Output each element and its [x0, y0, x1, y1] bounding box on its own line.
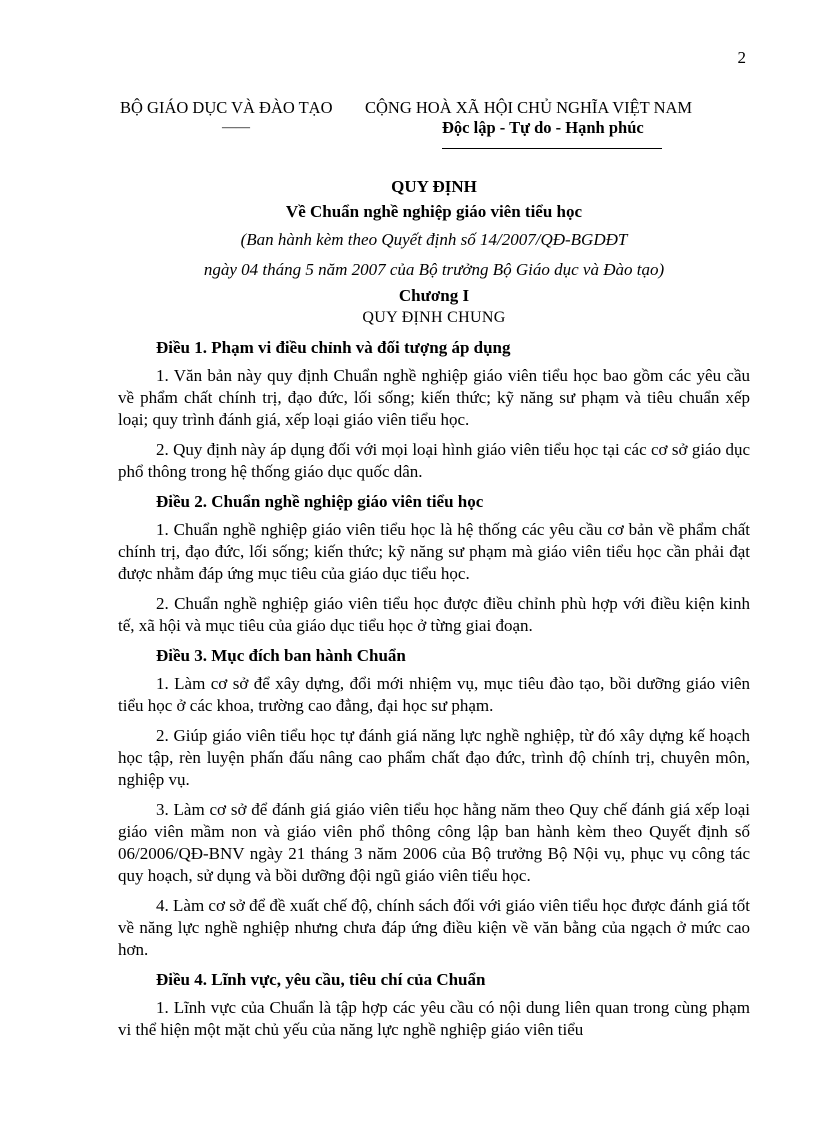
document-title: QUY ĐỊNH — [391, 177, 477, 196]
article-paragraph: 2. Chuẩn nghề nghiệp giáo viên tiểu học được điều chỉnh phù hợp với điều kiện kinh tế, xã hội và mục tiêu của giáo dục tiểu học ở từng giai đoạn. — [118, 594, 750, 635]
article-heading: Điều 2. Chuẩn nghề nghiệp giáo viên tiểu học — [156, 492, 484, 511]
ministry-underline: —— — [222, 120, 250, 135]
issuance-note-line-2: ngày 04 tháng 5 năm 2007 của Bộ trưởng Bộ Giáo dục và Đào tạo) — [203, 260, 665, 279]
article-paragraph: 1. Văn bản này quy định Chuẩn nghề nghiệp giáo viên tiểu học bao gồm các yêu cầu về phẩm chất chính trị, đạo đức, lối sống; kiến thức; kỹ năng sư phạm và tiêu chuẩn xếp loại; quy trình đánh giá, xếp loại giáo viên tiểu học. — [118, 366, 750, 429]
article-paragraph: 1. Lĩnh vực của Chuẩn là tập hợp các yêu cầu có nội dung liên quan trong cùng phạm vi thể hiện một mặt chủ yếu của năng lực nghề nghiệp giáo viên tiểu — [118, 998, 750, 1039]
document-subtitle: Về Chuẩn nghề nghiệp giáo viên tiểu học — [285, 202, 583, 221]
article-paragraph: 2. Quy định này áp dụng đối với mọi loại hình giáo viên tiểu học tại các cơ sở giáo dục phổ thông trong hệ thống giáo dục quốc dân. — [118, 440, 750, 481]
article-heading: Điều 4. Lĩnh vực, yêu cầu, tiêu chí của Chuẩn — [156, 970, 486, 989]
article-paragraph: 2. Giúp giáo viên tiểu học tự đánh giá năng lực nghề nghiệp, từ đó xây dựng kế hoạch học tập, rèn luyện phấn đấu nâng cao phẩm chất đạo đức, trình độ chính trị, chuyên môn, nghiệp vụ. — [118, 726, 750, 789]
document-header — [120, 98, 780, 148]
article-1 — [118, 337, 750, 483]
article-heading: Điều 3. Mục đích ban hành Chuẩn — [156, 646, 406, 665]
motto-underline — [442, 148, 662, 149]
issuance-note-line-1: (Ban hành kèm theo Quyết định số 14/2007/QĐ-BGDĐT — [240, 230, 628, 249]
article-4 — [118, 969, 750, 1041]
chapter-title: Chương I — [398, 286, 470, 305]
ministry-name: BỘ GIÁO DỤC VÀ ĐÀO TẠO — [120, 98, 333, 117]
article-paragraph: 1. Chuẩn nghề nghiệp giáo viên tiểu học là hệ thống các yêu cầu cơ bản về phẩm chất chính trị, đạo đức, lối sống; kiến thức; kỹ năng sư phạm mà giáo viên tiểu học cần phải đạt được nhằm đáp ứng mục tiêu của giáo dục tiểu học. — [118, 520, 750, 583]
article-paragraph: 1. Làm cơ sở để xây dựng, đổi mới nhiệm vụ, mục tiêu đào tạo, bồi dưỡng giáo viên tiểu học ở các khoa, trường cao đẳng, đại học sư phạm. — [118, 674, 750, 715]
article-paragraph: 3. Làm cơ sở để đánh giá giáo viên tiểu học hằng năm theo Quy chế đánh giá xếp loại giáo viên mầm non và giáo viên phổ thông công lập ban hành kèm theo Quyết định số 06/2006/QĐ-BNV ngày 21 tháng 3 năm 2006 của Bộ trưởng Bộ Nội vụ, phục vụ công tác quy hoạch, sử dụng và bồi dưỡng đội ngũ giáo viên tiểu học. — [118, 800, 750, 885]
republic-name: CỘNG HOÀ XÃ HỘI CHỦ NGHĨA VIỆT NAM — [365, 98, 693, 117]
article-2 — [118, 491, 750, 637]
chapter-name: QUY ĐỊNH CHUNG — [362, 309, 506, 326]
national-motto: Độc lập - Tự do - Hạnh phúc — [442, 118, 644, 137]
article-paragraph: 4. Làm cơ sở để đề xuất chế độ, chính sách đối với giáo viên tiểu học được đánh giá tốt về năng lực nghề nghiệp nhưng chưa đáp ứng điều kiện về văn bằng của ngạch ở mức cao hơn. — [118, 896, 750, 959]
page-number: 2 — [737, 48, 746, 67]
article-heading: Điều 1. Phạm vi điều chỉnh và đối tượng áp dụng — [156, 338, 511, 357]
article-3 — [118, 645, 750, 961]
document-body — [118, 176, 750, 1049]
